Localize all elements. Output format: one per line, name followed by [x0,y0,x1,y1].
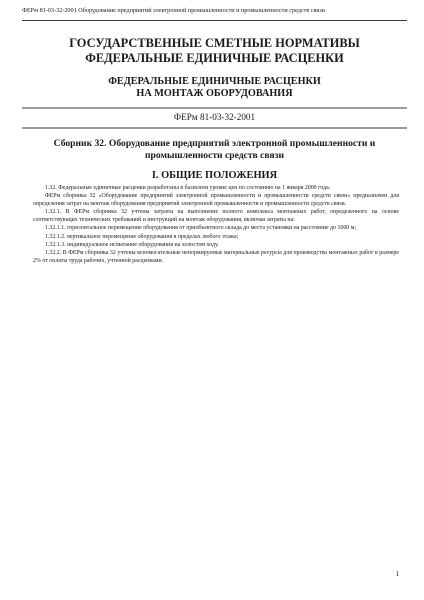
collection-title [22,138,407,162]
section-heading: I. ОБЩИЕ ПОЛОЖЕНИЯ [151,170,278,181]
paragraph: ФЕРм сборника 32 «Оборудование предприятий электронной промышленности и промышленности средств связи» предназначен для определения затрат на монтаж оборудования предприятий электронной промышленности и промышленности средств связи. [33,193,399,208]
code-bottom-rule [22,127,407,129]
page-number: 1 [395,570,399,578]
document-subtitle [22,76,407,100]
code-top-rule [22,107,407,109]
subtitle-line: НА МОНТАЖ ОБОРУДОВАНИЯ [136,88,293,99]
running-header: ФЕРм 81-03-32-2001 Оборудование предприятий электронной промышленности и промышленности средств связи [22,7,325,14]
header-rule [22,20,407,21]
document-code: ФЕРм 81-03-32-2001 [173,112,256,122]
title-line: ГОСУДАРСТВЕННЫЕ СМЕТНЫЕ НОРМАТИВЫ [69,36,360,50]
paragraph: 1.32. Федеральные единичные расценки разработаны в базисном уровне цен по состоянию на 1 января 2000 года. [45,185,331,191]
subtitle-line: ФЕДЕРАЛЬНЫЕ ЕДИНИЧНЫЕ РАСЦЕНКИ [108,76,321,87]
collection-line: Сборник 32. Оборудование предприятий электронной промышленности и [53,138,376,149]
collection-line: промышленности средств связи [144,150,284,161]
paragraph: 1.32.2. В ФЕРм сборника 32 учтены вспомогательные ненормируемые материальные ресурсы для производства монтажных работ в размере 2% от оплаты труда рабочих, учтенной расценками. [33,249,399,264]
document-title [22,36,407,66]
paragraph: 1.32.1. В ФЕРм сборника 32 учтены затраты на выполнение полного комплекса монтажных работ, определенного на основе соответствующих технических требований и инструкций на монтаж оборудования, включая затраты на: [33,209,399,224]
body-text [33,184,399,265]
paragraph: 1.32.1.2. вертикальное перемещение оборудования в пределах любого этажа; [45,233,239,240]
paragraph: 1.32.1.3. индивидуальное испытание оборудования на холостом ходу. [45,241,219,248]
paragraph: 1.32.1.1. горизонтальное перемещение оборудования от приобъектного склада до места установки на расстояние до 1000 м; [45,225,357,232]
title-line: ФЕДЕРАЛЬНЫЕ ЕДИНИЧНЫЕ РАСЦЕНКИ [85,51,344,65]
